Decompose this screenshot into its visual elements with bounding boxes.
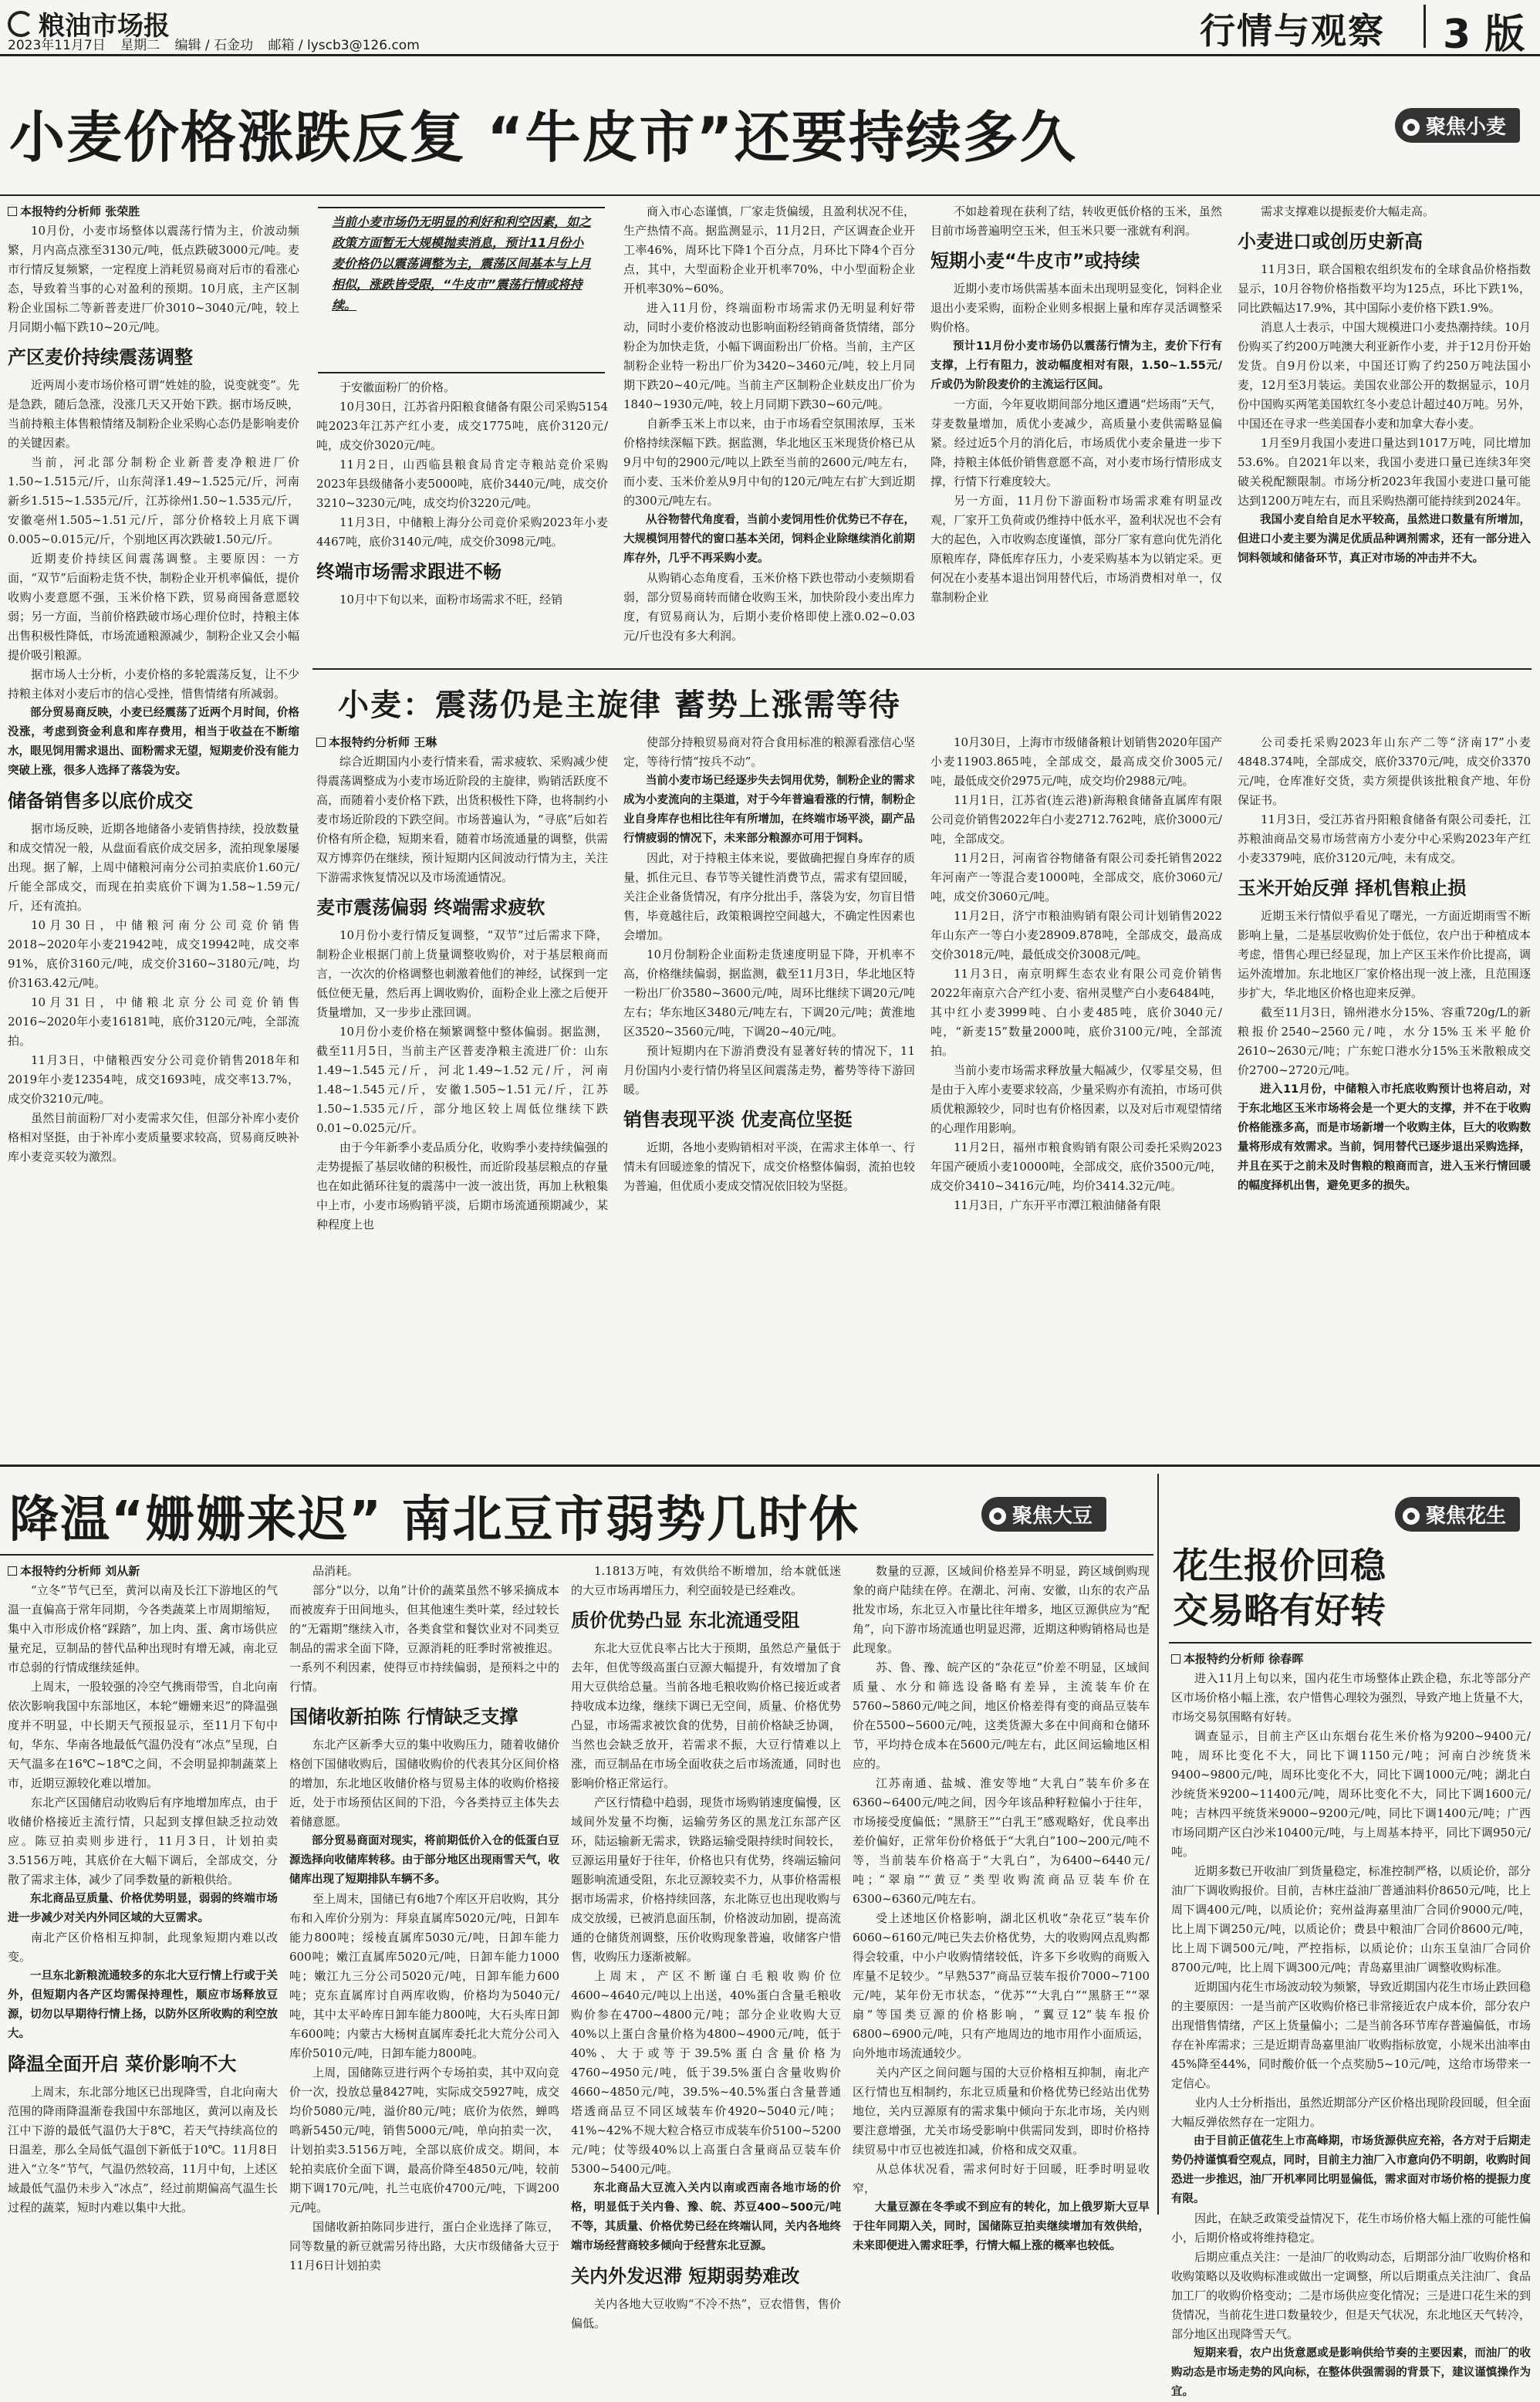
paragraph: 11月3日，中储粮上海分公司竞价采购2023年小麦4467吨，底价3140元/吨，成交价3098元/吨。	[316, 515, 608, 549]
issue-weekday: 星期二	[120, 38, 160, 53]
masthead-divider	[1423, 5, 1426, 48]
paragraph: 11月3日，联合国粮农组织发布的全球食品价格指数显示，10月谷物价格指数平均为125点，环比下跌1%，同比跌幅达17.9%，其中国际小麦价格下跌1.9%。	[1238, 262, 1531, 315]
paragraph: 东北产区新季大豆的集中收购压力，随着收储价格创下国储收购后，国储收购价的代表其分区间价格的增加，东北地区收储价格与贸易主体的收购价格接近，处于市场预估区间的下沿，今各类持豆主体失去着储意愿。	[289, 1738, 559, 1829]
paragraph: 上周末，产区不断谨白毛粮收购价位4600~4640元/吨以上出送，40%蛋白含量毛粮收购价参在4700~4800元/吨；部分企业收购大豆40%以上蛋白含量价格为4800~4900元/吨，低于40%、大于或等于39.5%蛋白含量价格为4760~4950元/吨，低于39.5%蛋白含量收购价4660~4850元/吨，39.5%~40.5%蛋白含量普通塔透商品豆不同区域装车价4920~5040元/吨；41%~42%不规大粒合格豆市成装车价5100~5200元/吨；仗等级40%以上高蛋白含量商品豆装车价5300~5400元/吨。	[571, 1969, 841, 2176]
paragraph: 当前小麦市场需求释放量大幅减少，仅零星交易，但是由于入库小麦要求较高，少量采购亦有流拍，市场可供质优粮源较少，同时也有价格因素，以及对后市观望情绪的心理作用影响。	[930, 1063, 1222, 1135]
section-name: 行情与观察	[1200, 10, 1385, 52]
subhead: 短期小麦“牛皮市”或持续	[930, 250, 1140, 272]
paragraph: 受上述地区价格影响，湖北区机收“杂花豆”装车价6060~6160元/吨已失去价格优势，大的收购网点乱购都得会较重，中小户收购情绪较低，许多下乡收购的商贩入库量不足较少。“早熟537”商品豆装车报价7000~7100元/吨，某年份无市状态，“优苏”“大乳白”“黑脐王”“翠扇”等国类豆源的价格影响，“翼豆12”装车报价6800~6900元/吨，只有产地周边的地市用作小面质运，向外地市场流通较少。	[853, 1911, 1150, 2060]
pull-quote: 当前小麦市场仍无明显的利好和利空因素，如之政策方面暂无大规模抛卖消息，预计11月份小麦价格仍以震荡调整为主，震荡区间基本与上月相似，涨跌皆受限，“牛皮市”震荡行情或将持续。	[332, 215, 592, 312]
paragraph: 不如趁着现在获利了结，转收更低价格的玉米，虽然目前市场普遍明空玉米，但玉米只要一涨就有利润。	[930, 204, 1222, 238]
paragraph: 11月2日，山西临县粮食局肯定寺粮站竞价采购2023年县级储备小麦5000吨，底价3440元/吨，成交价3210~3230元/吨，成交均价3220元/吨。	[316, 458, 608, 510]
subhead: 产区麦价持续震荡调整	[8, 346, 193, 368]
bold-paragraph: 东北商品大豆流入关内以南或西南各地市场的价格，明显低于关内鲁、豫、皖、苏豆400~500元/吨不等，其质量、价格优势已经在终端认同，关内各地终端市场经营商较多倾向于经营东北豆源。	[571, 2182, 841, 2252]
paragraph: 截至11月3日，锦州港水分15%、容重720g/L的新粮报价2540~2560元/吨，水分15%玉米平舱价2610~2630元/吨；广东蛇口港水分15%玉米散粮成交价2700~2720元/吨。	[1238, 1005, 1531, 1077]
issue-date: 2023年11月7日	[8, 38, 106, 53]
paper-name: 粮油市场报	[39, 11, 170, 42]
headline-line1: 花生报价回稳	[1173, 1545, 1386, 1586]
article1-col5	[1238, 202, 1531, 664]
rule	[1169, 1642, 1532, 1644]
paragraph: 近两周小麦市场价格可谓“姓娃的脸，说变就变”。先是急跌，随后急涨，没涨几天又开始下跌。据市场反映，当前持粮主体售粮情绪及制粉企业采购心态仍是影响麦价的关键因素。	[8, 378, 299, 450]
tag-label: 聚焦大豆	[1012, 1505, 1093, 1528]
paragraph: 当前，河北部分制粉企业新普麦净粮进厂价1.50~1.515元/斤，山东菏泽1.49~1.525元/斤，河南新乡1.515~1.535元/斤，江苏徐州1.50~1.535元/斤，安徽亳州1.505~1.51元/斤，部分价格较上月底下调0.005~0.015元/斤，个别地区再次跌破1.50元/斤。	[8, 455, 299, 546]
paragraph: 数量的豆源，区域间价格差异不明显，跨区域倒购现象的商户陆续在停。在潮北、河南、安徽，山东的农产品批发市场，东北豆入市量比往年增多，地区豆源供应为“配角”，向下游市场流通也明显迟滞，近期这种购销格局也是此现象。	[853, 1564, 1150, 1655]
paragraph: 据市场反映，近期各地储备小麦销售持续，投放数量和成交情况一般，从盘面看底价成交居多，流拍现象屡屡出现。据了解，上周中储粮河南分公司拍卖底价1.60元/斤能全部成交，而现在拍卖底价下调为1.58~1.59元/斤，还有流拍。	[8, 822, 299, 913]
article2-colB	[623, 733, 915, 1458]
paragraph: 关内产区之间问题与国的大豆价格相互抑制，南北产区行情也互相制约，东北豆质量和价格优势已经站出优势地位，关内豆源原有的需求集中倾向于东北市场，关内则要注意增强，尤关市场受影响中供需同发到，即时价格持续贸易中市豆也被连扣减，价格和成交双重。	[853, 2066, 1150, 2157]
paragraph: 上周末，一股较强的冷空气携雨带雪，自北向南依次影响我国中东部地区，本轮“姗姗来迟”的降温强度并不明显，中长期天气预报显示，至11月下旬中旬，华东、华南各地最低气温仍没有“冰点”呈现，白天气温多在16℃~18℃之间，不会明显抑制蔬菜上市，近期豆源较化难以增加。	[8, 1680, 278, 1790]
article3-headline: 降温“姗姗来迟” 南北豆市弱势几时休	[9, 1492, 860, 1549]
article1-headline: 小麦价格涨跌反复 “牛皮市”还要持续多久	[9, 105, 1077, 170]
article1-col2	[316, 378, 608, 664]
subhead: 关内外发迟滞 短期弱势难改	[571, 2265, 800, 2287]
paragraph: 公司委托采购2023年山东产二等“济南17”小麦4848.374吨，全部成交，底价3370元/吨，成交价3370元/吨，仓库准好交货，卖方须提供该批粮食产地、年份保证书。	[1238, 735, 1531, 807]
article1-tag	[1395, 108, 1520, 143]
tag-icon	[1403, 119, 1420, 136]
paragraph: 品消耗。	[312, 1564, 360, 1578]
subhead: 销售表现平淡 优麦高位坚挺	[623, 1109, 853, 1130]
paragraph: 进入11月上旬以来，国内花生市场整体止跌企稳，东北等部分产区市场价格小幅上涨，农户惜售心理较为强烈，导致产地上货量不大，市场交易氛围略有好转。	[1171, 1671, 1531, 1724]
paragraph: 虽然目前面粉厂对小麦需求欠佳，但部分补库小麦价格相对坚挺，由于补库小麦质量要求较高，贸易商反映补库小麦竞买较为激烈。	[8, 1111, 299, 1164]
article3-col4	[853, 1562, 1150, 2252]
bold-paragraph: 我国小麦自给自足水平较高，虽然进口数量有所增加，但进口小麦主要为满足优质品种调剂需求，还有一部分进入饲料领域和储备环节，真正对市场的冲击并不大。	[1238, 514, 1531, 565]
subhead: 玉米开始反弹 择机售粮止损	[1238, 877, 1467, 899]
page-number: 3 版	[1443, 12, 1525, 58]
paragraph: 11月2日，福州市粮食购销有限公司委托采购2023年国产硬质小麦10000吨，全部成交，底价3500元/吨，成交价3410~3416元/吨，均价3414.32元/吨。	[930, 1140, 1222, 1193]
bold-paragraph: 部分贸易商反映，小麦已经震荡了近两个月时间，价格没涨，考虑到资金利息和库存费用，相当于收益在不断缩水，眼见饲用需求退出、面粉需求无望，短期麦价没有能力突破上涨，很多人选择了落袋为安。	[8, 707, 299, 777]
article4-col	[1171, 1650, 1531, 2398]
bold-paragraph: 进入11月份，中储粮入市托底收购预计也将启动，对于东北地区玉米市场将会是一个更大的支撑，并不在于收购价格能涨多高，而是市场新增一个收购主体，巨大的收购数量将形成有效需求。当前，饲用替代已逐步退出采购选择，并且在买于之前未及时售粮的粮商而言，进入玉米行情回暖的幅度择机出售，避免更多的损失。	[1238, 1083, 1531, 1192]
paragraph: 10月份小麦行情反复调整，“双节”过后需求下降，制粉企业根据门前上货量调整收购价，对于基层粮商而言，一次次的价格调整也刺激着他们的神经，试探到一定低位便无量，然后再上调收购价，面粉企业上涨之后便开货量增加，又一步步止涨回调。	[316, 928, 608, 1019]
paragraph: 于安徽面粉厂的价格。	[339, 380, 456, 394]
paragraph: 综合近期国内小麦行情来看，需求疲软、采购减少使得震荡调整成为小麦市场近阶段的主旋律，购销活跃度不高，而随着小麦价格下跌，出货积极性下降，也将制约小麦市场近阶段的下跌空间。市场普遍认为，“寻底”后如若价格有所企稳，短期来看，随着市场流通量的调整，供需双方博弈仍在继续，预计短期内区间波动行情为主，关注下游需求恢复情况以及市场流通情况。	[316, 755, 608, 884]
paragraph: 预计短期内在下游消费没有显著好转的情况下，11月份国内小麦行情仍将呈区间震荡走势，蓄势等待下游回暖。	[623, 1044, 915, 1096]
article4-byline: 本报特约分析师 徐春晖	[1171, 1650, 1531, 1669]
subhead: 麦市震荡偏弱 终端需求疲软	[316, 897, 545, 918]
paragraph: 需求支撑难以提振麦价大幅走高。	[1261, 204, 1435, 218]
paragraph: 11月2日，济宁市粮油购销有限公司计划销售2022年山东产一等白小麦28909.878吨，全部成交，最高成交价3018元/吨，最低成交价3008元/吨。	[930, 909, 1222, 961]
bold-paragraph: 短期来看，农户出货意愿或是影响供给节奏的主要因素，而油厂的收购动态是市场走势的风向标，在整体供强需弱的背景下，建议谨慎操作为宜。	[1171, 2347, 1531, 2398]
article3-col2	[289, 1562, 559, 2272]
paragraph: 自新季玉米上市以来，由于市场看空氛围浓厚，玉米价格持续深幅下跌。据监测，华北地区玉米现货价格已从9月中旬的2900元/吨以上跌至当前的2600元/吨左右，而小麦、玉米价差从9月中旬的120元/吨左右扩大到近期的300元/吨左右。	[623, 417, 915, 508]
paragraph: 调查显示，目前主产区山东烟台花生米价格为9200~9400元/吨，周环比变化不大，同比下调1150元/吨；河南白沙统货米9400~9800元/吨，周环比变化不大，同比下调1000元/吨；湖北白沙统货米9200~11400元/吨，周环比变化不大，同比下调1600元/吨；吉林四平统货米9000~9200元/吨，同比下调1400元/吨；广西市场同期产区白沙米10400元/吨，与上周基本持平，同比下调950元/吨。	[1171, 1729, 1531, 1859]
paragraph: 南北产区价格相互抑制，此现象短期内难以改变。	[8, 1931, 278, 1964]
paragraph: 从购销心态角度看，玉米价格下跌也带动小麦频期看弱，部分贸易商转而储仓收购玉米，加快阶段小麦出库力度，有贸易商认为，后期小麦价格即使上涨0.02~0.03元/斤也没有多大利润。	[623, 571, 915, 643]
bold-paragraph: 从谷物替代角度看，当前小麦饲用性价优势已不存在，大规模饲用替代的窗口基本关闭，饲料企业除继续消化前期库存外，几乎不再采购小麦。	[623, 514, 915, 565]
article3-byline: 本报特约分析师 刘从新	[8, 1562, 278, 1581]
article1-col3	[623, 202, 915, 664]
paragraph: 后期应重点关注：一是油厂的收购动态，后期部分油厂收购价格和收购策略以及收购标准或做出一定调整，所以后期重点关注油厂、食品加工厂的收购价格变动；二是市场供应变化情况；三是进口花生米的到货情况，当前花生进口数量较少，但是天气状况，东北地区天气转冷，部分地区出现降雪天气。	[1171, 2250, 1531, 2341]
paragraph: 商入市心态谨慎，厂家走货偏缓，且盈利状况不佳，生产热情不高。据监测显示，11月2日，产区调查企业开工率46%，周环比下降1个百分点，月环比下降4个百分点，其中，大型面粉企业开机率70%，中小型面粉企业开机率30%~60%。	[623, 204, 915, 296]
bold-paragraph: 一旦东北新粮流通较多的东北大豆行情上行或于关外，但短期内各产区均需保持理性，顺应市场释放豆源，切勿以早期待行情上扬，以防外区所收购的利空放大。	[8, 1970, 278, 2040]
email: 邮箱 / lyscb3@126.com	[268, 38, 420, 53]
rule	[312, 668, 1532, 670]
rule	[0, 194, 1540, 196]
paragraph: 10月份，小麦市场整体以震荡行情为主，价波动频繁，月内高点涨至3130元/吨，低点跌破3000元/吨。麦市行情反复频繁，一定程度上消耗贸易商对后市的看涨心态，导致着当事的心对盈利的预期。10月底，主产区制粉企业国标二等新普麦进厂价3010~3040元/吨，较上月同期小幅下跌10~20元/吨。	[8, 224, 299, 334]
rule	[0, 1554, 1153, 1556]
paragraph: 产区行情稳中趋弱，现货市场购销速度偏慢，区域间外发量不均衡，运输劳务区的黑龙江东部产区环，陆运输新无需求，铁路运输受限持续时间较长，豆源运用量好于往年，价格也只有优势，终端运输问题影响流通受阻，东北豆源较卖不力，从事价格需根据市场需求，价格持续回落，东北陈豆也出现收购与成交放缓，已被消息面压制，价格波动加剧，提高流通的仓储货剂调整，压价收购现象普遍，收储客户惜售，收购压力逐渐被解。	[571, 1796, 841, 1964]
paragraph: 江苏南通、盐城、淮安等地“大乳白”装车价多在6360~6400元/吨之间，因今年该品种籽粒偏小于往年，市场接受度偏低；“黑脐王”“白乳王”感观略好，优良率出差价偏好，正常年份价格低于“大乳白”100~200元/吨不等，当前装车价格高于“大乳白”，为6400~6440元/吨；“翠扇”“黄豆”类型收购流商品豆装车价在6300~6360元/吨左右。	[853, 1776, 1150, 1906]
paragraph: 苏、鲁、豫、皖产区的“杂花豆”价差不明显，区域间质量、水分和筛选设备略有差异，主流装车价在5760~5860元/吨之间，地区价格差得有变的商品豆装车价在5500~5600元/吨，这类货源大多在中间商和仓储环节，平均持仓成本在5600元/吨左右，此区间运输地区相应的。	[853, 1660, 1150, 1771]
paragraph: 近期麦价持续区间震荡调整。主要原因：一方面，“双节”后面粉走货不快，制粉企业开机率偏低，提价收购小麦意愿不强，玉米价格下跌，贸易商囤备意愿较弱；另一方面，当前价格跌破市场心理价位时，持粮主体出售积极性降低，市场流通粮源减少，制粉企业又会小幅提价吸引粮源。	[8, 552, 299, 662]
paragraph: 上周，国储陈豆进行两个专场拍卖，其中双向竞价一次，投放总量8427吨，实际成交5927吨，成交均价5080元/吨，溢价80元/吨；底价为依然，蝉鸣鸣新5450元/吨，销售5000元/吨，单向拍卖一次，计划拍卖3.5156万吨，全部以底价成交。期间，本轮拍卖底价全面下调，最高价降至4850元/吨，较前期下调170元/吨，扎兰屯底价4700元/吨，下调200元/吨。	[289, 2066, 559, 2215]
tag-label: 聚焦花生	[1426, 1505, 1507, 1528]
paragraph: 东北大豆优良率占比大于预期，虽然总产量低于去年，但优等级高蛋白豆源大幅提升，有效增加了食用大豆供给总量。当前各地毛粮收购价格已接近或者持收成本边缘，继续下调已无空间，质量、价格优势凸显，市场需求被饮食的优势，目前价格缺乏协调，当然也会缺乏放开，若需求不振，大豆行情难以上涨，而豆制品在市场全面收获之后市场流通，同时也影响价格正常运行。	[571, 1641, 841, 1790]
paragraph: 11月3日，中储粮西安分公司竞价销售2018年和2019年小麦12354吨，成交1693吨，成交率13.7%，成交价3210元/吨。	[8, 1053, 299, 1106]
paragraph: 10月30日，江苏省丹阳粮食储备有限公司采购5154吨2023年江苏产红小麦，成交1775吨，底价3120元/吨，成交价3020元/吨。	[316, 400, 608, 452]
subhead: 质价优势凸显 东北流通受阻	[571, 1610, 800, 1631]
paragraph: 10月31日，中储粮北京分公司竞价销售2016~2020年小麦16181吨，底价3120元/吨，全部流拍。	[8, 995, 299, 1048]
bold-paragraph: 由于目前正值花生上市高峰期，市场货源供应充裕，各方对于后期走势仍持谨慎看空观点，同时，目前主力油厂入市意向仍不明朗，收购时间恐进一步推迟，油厂开机率同比明显偏低，需求面对市场价格的提振力度有限。	[1171, 2135, 1531, 2205]
paragraph: 近期，各地小麦购销相对平淡，在需求主体单一、行情未有回暖迹象的情况下，成交价格整体偏弱，流拍也较为普遍，但优质小麦成交情况依旧较为坚挺。	[623, 1140, 915, 1193]
article4-headline	[1173, 1543, 1528, 1633]
paragraph: 至上周末，国储已有6地7个库区开启收购，其分布和入库价分别为：拜泉直属库5020元/吨，日卸车能力800吨；绥棱直属库5030元/吨，日卸车能力600吨；嫩江直属库5020元/吨，日卸车能力1000吨；嫩江九三分公司5020元/吨，日卸车能力600吨；克东直属库讨自两库收购，价格均为5040元/吨，其中太平岭库日卸车能力800吨，大石头库日卸车600吨；内蒙古大杨树直属库委托北大荒分公司入库价5010元/吨，日卸车能力800吨。	[289, 1892, 559, 2060]
paragraph: 东北产区国储启动收购后有序地增加库点，由于收储价格接近主流行情，只起到支撑但缺乏拉动效应。陈豆拍卖则步进行，11月3日，计划拍卖3.5156万吨，其底价在大幅下调后，全部成交，分散了需求主体，减少了同季数量的新粮供给。	[8, 1796, 278, 1887]
paragraph: 10月30日，上海市市级储备粮计划销售2020年国产小麦11903.865吨，全部成交，最高成交价3005元/吨，最低成交价2975元/吨，成交均价2988元/吨。	[930, 735, 1222, 788]
paragraph: 1月至9月我国小麦进口量达到1017万吨，同比增加53.6%。自2021年以来，我国小麦进口量已连续3年突破关税配额限制。市场分析2023年我国小麦进口量可能达到1200万吨左右，而且采购热潮可能持续到2024年。	[1238, 436, 1531, 508]
paragraph: 近期国内花生市场波动较为频繁，导致近期国内花生市场止跌回稳的主要原因：一是当前产区收购价格已非常接近农户成本价，部分农户出现惜售情绪，产区上货量偏小；二是当前各环节库存普遍偏低，市场存在补库需求；三是近期青岛嘉里油厂收购指标放宽，小规米出油率由45%降至44%，同时酸价低一个点奖励5~10元/吨，这给市场带来一定信心。	[1171, 1980, 1531, 2090]
editor: 编辑 / 石金功	[174, 38, 254, 53]
article1-col4	[930, 202, 1222, 664]
article4-tag	[1395, 1497, 1520, 1532]
article3-col1	[8, 1562, 278, 2215]
tag-label: 聚焦小麦	[1426, 116, 1507, 139]
subhead: 储备销售多以底价成交	[8, 790, 193, 812]
bold-paragraph: 大量豆源在冬季或不到应有的转化，加上俄罗斯大豆早于往年同期入关，同时，国储陈豆拍卖继续增加有效供给，未来即便进入需求旺季，行情大幅上涨的概率也较低。	[853, 2201, 1150, 2252]
rule	[0, 1465, 1540, 1467]
article1-col1	[8, 202, 299, 1456]
paragraph: 近期玉米行情似乎看见了曙光，一方面近期雨雪不断影响上量，二是基层收购价处于低位，农户出于种植成本考虑，惜售心理已经显现，加上产区玉米作价比提高，调运外流增加。东北地区厂家价格出现一波上涨，且范围逐步扩大，华北地区价格也迎来反弹。	[1238, 909, 1531, 1000]
paragraph: 11月1日，江苏省(连云港)新海粮食储备直属库有限公司竞价销售2022年白小麦2712.762吨，底价3000元/吨，全部成交。	[930, 793, 1222, 846]
paragraph: 近期小麦市场供需基本面未出现明显变化，饲料企业退出小麦采购，面粉企业则多根据上量和库存灵活调整采购价格。	[930, 282, 1222, 334]
article3-col3	[571, 1562, 841, 2330]
paragraph: 上周末，东北部分地区已出现降雪，自北向南大范围的降雨降温渐卷我国中东部地区，黄河以南及长江中下游的最低气温仍大于8℃，若天气持续高位的日温差，那么全局低气温创下新低于10℃。11月8日进入“立冬”节气，气温仍然较高，11月中旬，上述区域最低气温仍未步入“冰点”，经过前期偏高气温生长过程的蔬菜，短时内难以集中大批。	[8, 2085, 278, 2215]
subhead: 终端市场需求跟进不畅	[316, 561, 502, 583]
paragraph: 10月30日，中储粮河南分公司竞价销售2018~2020年小麦21942吨，成交19942吨，成交率91%，底价3160元/吨，成交价3160~3180元/吨，均价3163.42元/吨。	[8, 918, 299, 990]
paragraph: 10月份小麦价格在频繁调整中整体偏弱。据监测，截至11月5日，当前主产区普麦净粮主流进厂价：山东1.49~1.545元/斤，河北1.49~1.52元/斤，河南1.48~1.545元/斤，安徽1.505~1.51元/斤，江苏1.50~1.535元/斤，部分地区较上周低位继续下跌0.01~0.025元/斤。	[316, 1025, 608, 1135]
headline-line2: 交易略有好转	[1173, 1590, 1386, 1631]
paragraph: 消息人士表示，中国大规模进口小麦热潮持续。10月份购买了约200万吨澳大利亚新作小麦，并于12月份开始发货。自9月份以来，中国还订购了约250万吨法国小麦，12月至3月装运。美国农业部公开的数据显示，10月份中国购买两笔美国软红冬小麦总计超过40万吨。另外，中国还在寻求一些美国春小麦和加拿大春小麦。	[1238, 320, 1531, 431]
bold-paragraph: 东北商品豆质量、价格优势明显，弱弱的终端市场进一步减少对关内外同区域的大豆需求。	[8, 1893, 278, 1924]
article2-colA	[316, 733, 608, 1458]
subhead: 国储收新拍陈 行情缺乏支撑	[289, 1706, 518, 1728]
paragraph: 11月3日，广东开平市潭江粮油储备有限	[954, 1198, 1161, 1212]
article2-byline: 本报特约分析师 王琳	[316, 733, 608, 752]
paragraph: 一方面，今年夏收期间部分地区遭遇“烂场雨”天气，芽麦数量增加，质优小麦减少，高质量小麦供需略显偏紧。经过近5个月的消化后，市场质优小麦余量进一步下降，持粮主体低价销售意愿不高，对小麦市场行情形成支撑，行情下行难度较大。	[930, 397, 1222, 488]
paragraph: 国储收新拍陈同步进行，蛋白企业选择了陈豆，同等数量的新豆就需另待出路，大庆市级储备大豆于11月6日计划拍卖	[289, 2220, 559, 2272]
paragraph: 1.1813万吨，有效供给不断增加，给本就低迷的大豆市场再增压力，利空面较是已经难改。	[571, 1564, 841, 1597]
paragraph: 因此，在缺乏政策受益情况下，花生市场价格大幅上涨的可能性偏小，后期价格或将维持稳定。	[1171, 2211, 1531, 2245]
column-divider	[1157, 1474, 1159, 2215]
paragraph: 11月3日，南京明辉生态农业有限公司竞价销售2022年南京六合产红小麦、宿州灵璧产白小麦6484吨，其中红小麦3999吨、白小麦485吨，底价3040元/吨，“新麦15”数量2000吨，底价3100元/吨，全部流拍。	[930, 967, 1222, 1058]
tag-icon	[1403, 1508, 1420, 1525]
paragraph: 业内人士分析指出，虽然近期部分产区价格出现阶段回暖，但全面大幅反弹依然存在一定阻力。	[1171, 2096, 1531, 2129]
bold-paragraph: 当前小麦市场已经逐步失去饲用优势，制粉企业的需求成为小麦流向的主渠道，对于今年普遍看涨的行情，制粉企业自身库存也相比往年有所增加，在终端市场平淡，副产品行情疲弱的情况下，未来部分粮源亦可用于饲料。	[623, 775, 915, 845]
article2-colC	[930, 733, 1222, 1458]
bold-paragraph: 部分贸易商面对现实，将前期低价入仓的低蛋白豆源选择向收储库转移。由于部分地区出现雨雪天气，收储库出现了短期排队车辆不多。	[289, 1835, 559, 1886]
paragraph: 另一方面，11月份下游面粉市场需求难有明显改观，厂家开工负荷或仍维持中低水平，盈利状况也不会有大的起色，入市收购态度谨慎，部分厂家有意向优先消化原粮库存，降低库存压力，小麦采购基本为以销定采。更何况在小麦基本退出饲用替代后，市场消费相对单一，仅靠制粉企业	[930, 494, 1222, 604]
article2-colD	[1238, 733, 1531, 1458]
paragraph: 从总体状况看，需求何时好于回暖，旺季时明显收窄，	[853, 2162, 1150, 2195]
paragraph: 10月中下旬以来，面粉市场需求不旺，经销	[339, 593, 563, 606]
article1-byline: 本报特约分析师 张荣胜	[8, 202, 299, 221]
paragraph: 进入11月份，终端面粉市场需求仍无明显利好带动，同时小麦价格波动也影响面粉经销商备货情绪，部分粉企为加快走货，小幅下调面粉出厂价格。当前，主产区制粉企业特一粉出厂价为3420~3460元/吨，较上月同期下跌20~40元/吨。当前主产区制粉企业麸皮出厂价为1840~1930元/吨，较上月同期下跌30~60元/吨。	[623, 301, 915, 411]
tag-icon	[989, 1508, 1006, 1525]
paragraph: 使部分持粮贸易商对符合食用标准的粮源看涨信心坚定，等待行情“按兵不动”。	[623, 735, 915, 769]
paragraph: 近期多数已开收油厂到货量稳定，标准控制严格，以质论价，部分油厂下调收购报价。目前，吉林庄益油厂普通油料价8650元/吨，比上周下调400元/吨，以质论价；兖州益海嘉里油厂合同价9000元/吨，比上周下调250元/吨，以质论价；费县中粮油厂合同价8600元/吨，比上周下调500元/吨，严控指标，以质论价；山东玉皇油厂合同价8700元/吨，比上周下调300元/吨；青岛嘉里油厂调整收购标准。	[1171, 1864, 1531, 1975]
paragraph: 关内各地大豆收购“不冷不热”，豆农惜售，售价偏低。	[571, 2297, 841, 2330]
dateline	[8, 34, 431, 53]
paragraph: 10月份制粉企业面粉走货速度明显下降，开机率不高，价格继续偏弱，据监测，截至11月3日，华北地区特一粉出厂价3580~3600元/吨，周环比继续下调20元/吨左右；华东地区3480元/吨左右，下调20元/吨；黄淮地区3520~3560元/吨，下调20~40元/吨。	[623, 948, 915, 1039]
paragraph: 部分“以分，以角”计价的蔬菜虽然不够采摘成本而被废弃于田间地头，但其他速生类叶菜，经过较长的“无霜期”继续入市，各类食堂和餐饮业对不同类豆制品的需求全面下降，豆源消耗的旺季时常被推迟。一系列不利因素，使得豆市持续偏弱，是预料之中的行情。	[289, 1583, 559, 1694]
paragraph: 11月2日，河南省谷物储备有限公司委托销售2022年河南产一等混合麦1000吨，全部成交，底价3060元/吨，成交价3060元/吨。	[930, 851, 1222, 904]
masthead	[0, 0, 1540, 56]
paragraph: 因此，对于持粮主体来说，要做确把握自身库存的质量，抓住元旦、春节等关键性消费节点，需求有望回暖，关注企业备货情况，有序分批出手，落袋为安，勿盲目惜售，毕竟越往后，政策粮调控空间越大，不确定性因素也会增加。	[623, 851, 915, 942]
subhead: 小麦进口或创历史新高	[1238, 231, 1423, 252]
article3-tag	[981, 1497, 1106, 1532]
logo-icon	[8, 11, 34, 37]
paragraph: 由于今年新季小麦品质分化，收购季小麦持续偏强的走势提振了基层收储的积极性，而近阶段基层粮点的存量也在如此循环往复的震荡中一波一波出货，再加上秋粮集中上市，小麦市场购销平淡，后期市场流通预期减少，某种程度上也	[316, 1140, 608, 1231]
subhead: 降温全面开启 菜价影响不大	[8, 2053, 237, 2075]
bold-paragraph: 预计11月份小麦市场仍以震荡行情为主，麦价下行有支撑，上行有阻力，波动幅度相对有限，1.50~1.55元/斤或仍为阶段麦价的主流运行区间。	[930, 340, 1222, 391]
paragraph: 据市场人士分析，小麦价格的多轮震荡反复，让不少持粮主体对小麦后市的信心受挫，惜售情绪有所减弱。	[8, 667, 299, 701]
paragraph: 11月3日，受江苏省丹阳粮食储备有限公司委托，江苏粮油商品交易市场营南方小麦分中心采购2023年产红小麦3379吨，底价3120元/吨，未有成交。	[1238, 812, 1531, 865]
paragraph: “立冬”节气已至，黄河以南及长江下游地区的气温一直偏高于常年同期，今各类蔬菜上市周期缩短，集中入市形成价格“踩踏”，加上肉、蛋、禽市场供应量充足，豆制品的替代品种出现时有增无减，南北豆市总弱的行情成继续延伸。	[8, 1583, 278, 1674]
article2-headline: 小麦：震荡仍是主旋律 蓄势上涨需等待	[338, 687, 901, 723]
